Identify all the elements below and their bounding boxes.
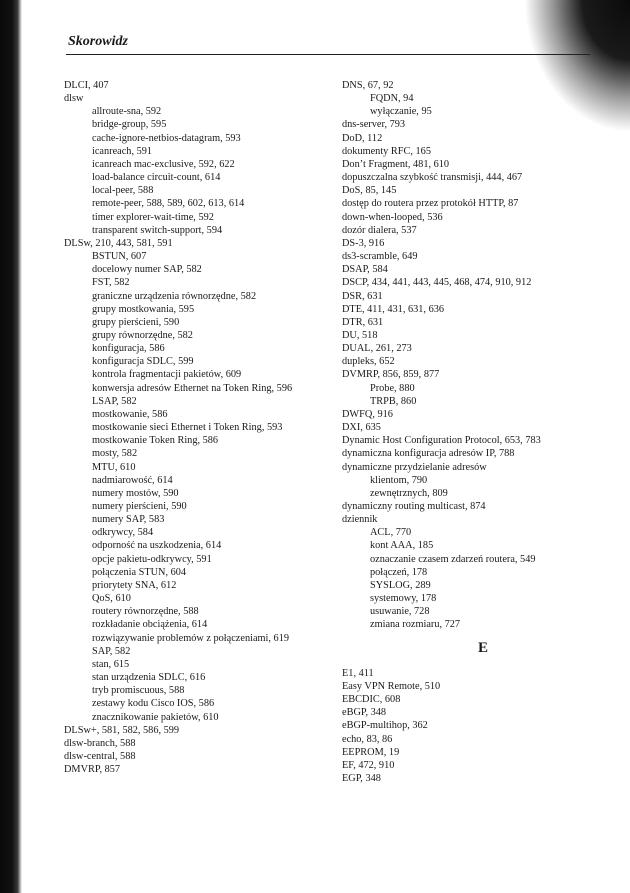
- index-subentry: bridge-group, 595: [92, 119, 167, 131]
- index-column-left: [64, 79, 336, 776]
- index-entry: E1, 411: [342, 667, 374, 679]
- index-subentry: zewnętrznych, 809: [370, 487, 448, 499]
- index-subentry: Probe, 880: [370, 382, 415, 394]
- index-subentry: remote-peer, 588, 589, 602, 613, 614: [92, 198, 245, 210]
- index-subentry: oznaczanie czasem zdarzeń routera, 549: [370, 553, 536, 565]
- index-entry: dlsw-branch, 588: [64, 737, 136, 749]
- index-subentry: odporność na uszkodzenia, 614: [92, 540, 222, 552]
- index-entry: EGP, 348: [342, 772, 381, 784]
- index-subentry: kont AAA, 185: [370, 540, 434, 552]
- index-entry: ds3-scramble, 649: [342, 251, 418, 263]
- index-subentry: icanreach mac-exclusive, 592, 622: [92, 158, 235, 170]
- index-subentry: priorytety SNA, 612: [92, 579, 177, 591]
- index-subentry: klientom, 790: [370, 474, 428, 486]
- index-column-right: [342, 79, 604, 785]
- index-subentry: mostkowanie, 586: [92, 408, 168, 420]
- index-entry: dopuszczalna szybkość transmisji, 444, 467: [342, 172, 523, 184]
- index-subentry: stan, 615: [92, 658, 130, 670]
- index-subentry: cache-ignore-netbios-datagram, 593: [92, 132, 241, 144]
- index-entry: dlsw-central, 588: [64, 750, 136, 762]
- index-entry: DLCI, 407: [64, 80, 109, 91]
- index-subentry: QoS, 610: [92, 593, 131, 605]
- header-rule: [66, 54, 590, 55]
- index-entry: Easy VPN Remote, 510: [342, 680, 441, 692]
- index-subentry: usuwanie, 728: [370, 606, 430, 618]
- index-subentry: wyłączanie, 95: [370, 106, 432, 118]
- index-entry: EBCDIC, 608: [342, 694, 401, 706]
- index-subentry: FST, 582: [92, 277, 130, 289]
- index-subentry: rozkładanie obciążenia, 614: [92, 619, 208, 631]
- index-subentry: icanreach, 591: [92, 145, 153, 157]
- index-entry: EF, 472, 910: [342, 759, 395, 771]
- index-entry: DS-3, 916: [342, 237, 385, 249]
- index-entry: DLSw, 210, 443, 581, 591: [64, 237, 173, 249]
- index-subentry: numery mostów, 590: [92, 487, 179, 499]
- index-entry: dlsw: [64, 93, 84, 105]
- index-subentry: rozwiązywanie problemów z połączeniami, 619: [92, 632, 289, 644]
- index-subentry: MTU, 610: [92, 461, 136, 473]
- index-entry: DXI, 635: [342, 422, 381, 434]
- index-subentry: allroute-sna, 592: [92, 106, 162, 118]
- index-subentry: BSTUN, 607: [92, 251, 147, 263]
- index-subentry: SAP, 582: [92, 645, 131, 657]
- index-subentry: konwersja adresów Ethernet na Token Ring, 596: [92, 382, 293, 394]
- index-subentry: nadmiarowość, 614: [92, 474, 173, 486]
- index-subentry: local-peer, 588: [92, 185, 154, 197]
- index-subentry: SYSLOG, 289: [370, 579, 431, 591]
- index-entry: DSR, 631: [342, 290, 383, 302]
- index-entry: dziennik: [342, 514, 378, 526]
- index-subentry: timer explorer-wait-time, 592: [92, 211, 214, 223]
- index-subentry: opcje pakietu-odkrywcy, 591: [92, 553, 212, 565]
- index-entry: dostęp do routera przez protokół HTTP, 87: [342, 198, 519, 210]
- index-entry: DSCP, 434, 441, 443, 445, 468, 474, 910, 912: [342, 277, 532, 289]
- index-subentry: konfiguracja SDLC, 599: [92, 356, 194, 368]
- index-entry: DTR, 631: [342, 316, 384, 328]
- index-entry: DNS, 67, 92: [342, 80, 394, 91]
- section-letter-e: E: [477, 639, 488, 656]
- index-subentry: połączeń, 178: [370, 566, 428, 578]
- index-subentry: zestawy kodu Cisco IOS, 586: [92, 698, 215, 710]
- index-section-e: [342, 667, 604, 785]
- index-entry: down-when-looped, 536: [342, 211, 443, 223]
- index-entry: DVMRP, 856, 859, 877: [342, 369, 440, 381]
- index-subentry: mostkowanie sieci Ethernet i Token Ring, 593: [92, 422, 283, 434]
- index-subentry: load-balance circuit-count, 614: [92, 172, 221, 184]
- index-subentry: grupy mostkowania, 595: [92, 303, 195, 315]
- index-subentry: graniczne urządzenia równorzędne, 582: [92, 290, 257, 302]
- index-subentry: mosty, 582: [92, 448, 138, 460]
- index-entry: dns-server, 793: [342, 119, 406, 131]
- index-subentry: znacznikowanie pakietów, 610: [92, 711, 219, 723]
- index-entry: DTE, 411, 431, 631, 636: [342, 303, 445, 315]
- index-subentry: TRPB, 860: [370, 395, 417, 407]
- index-entry: eBGP, 348: [342, 707, 387, 719]
- index-subentry: numery pierścieni, 590: [92, 501, 187, 512]
- index-subentry: transparent switch-support, 594: [92, 224, 223, 236]
- index-entry: dynamiczne przydzielanie adresów: [342, 461, 487, 473]
- index-subentry: odkrywcy, 584: [92, 527, 154, 539]
- index-subentry: tryb promiscuous, 588: [92, 685, 185, 697]
- index-subentry: grupy równorzędne, 582: [92, 329, 193, 341]
- index-subentry: numery SAP, 583: [92, 514, 165, 526]
- index-subentry: FQDN, 94: [370, 93, 414, 105]
- index-entry: dupleks, 652: [342, 356, 395, 368]
- index-section-d: [342, 79, 604, 632]
- index-entry: Dynamic Host Configuration Protocol, 653, 783: [342, 435, 541, 447]
- page-title: Skorowidz: [68, 34, 128, 49]
- index-subentry: konfiguracja, 586: [92, 343, 165, 355]
- index-subentry: mostkowanie Token Ring, 586: [92, 435, 219, 447]
- index-entry: DU, 518: [342, 329, 378, 341]
- index-entry: DSAP, 584: [342, 264, 388, 276]
- index-entry: dynamiczny routing multicast, 874: [342, 501, 486, 512]
- index-entry: eBGP-multihop, 362: [342, 720, 428, 732]
- index-entry: dozór dialera, 537: [342, 224, 417, 236]
- index-entry: DoS, 85, 145: [342, 185, 397, 197]
- index-subentry: zmiana rozmiaru, 727: [370, 619, 461, 631]
- book-binding-shadow: [0, 0, 22, 893]
- index-subentry: systemowy, 178: [370, 593, 437, 605]
- index-entry: dokumenty RFC, 165: [342, 145, 431, 157]
- index-subentry: połączenia STUN, 604: [92, 566, 187, 578]
- index-entry: echo, 83, 86: [342, 733, 393, 745]
- index-subentry: stan urządzenia SDLC, 616: [92, 672, 206, 684]
- index-entry: DLSw+, 581, 582, 586, 599: [64, 724, 180, 736]
- index-entry: DMVRP, 857: [64, 764, 121, 776]
- index-entry: DWFQ, 916: [342, 408, 393, 420]
- index-entry: EEPROM, 19: [342, 746, 400, 758]
- index-entry: dynamiczna konfiguracja adresów IP, 788: [342, 448, 515, 460]
- index-subentry: ACL, 770: [370, 527, 412, 539]
- index-subentry: kontrola fragmentacji pakietów, 609: [92, 369, 242, 381]
- index-subentry: routery równorzędne, 588: [92, 606, 199, 618]
- index-subentry: grupy pierścieni, 590: [92, 316, 180, 328]
- index-entry: DoD, 112: [342, 132, 383, 144]
- index-subentry: docelowy numer SAP, 582: [92, 264, 202, 276]
- index-entry: Don’t Fragment, 481, 610: [342, 158, 450, 170]
- index-entry: DUAL, 261, 273: [342, 343, 412, 355]
- index-subentry: LSAP, 582: [92, 395, 137, 407]
